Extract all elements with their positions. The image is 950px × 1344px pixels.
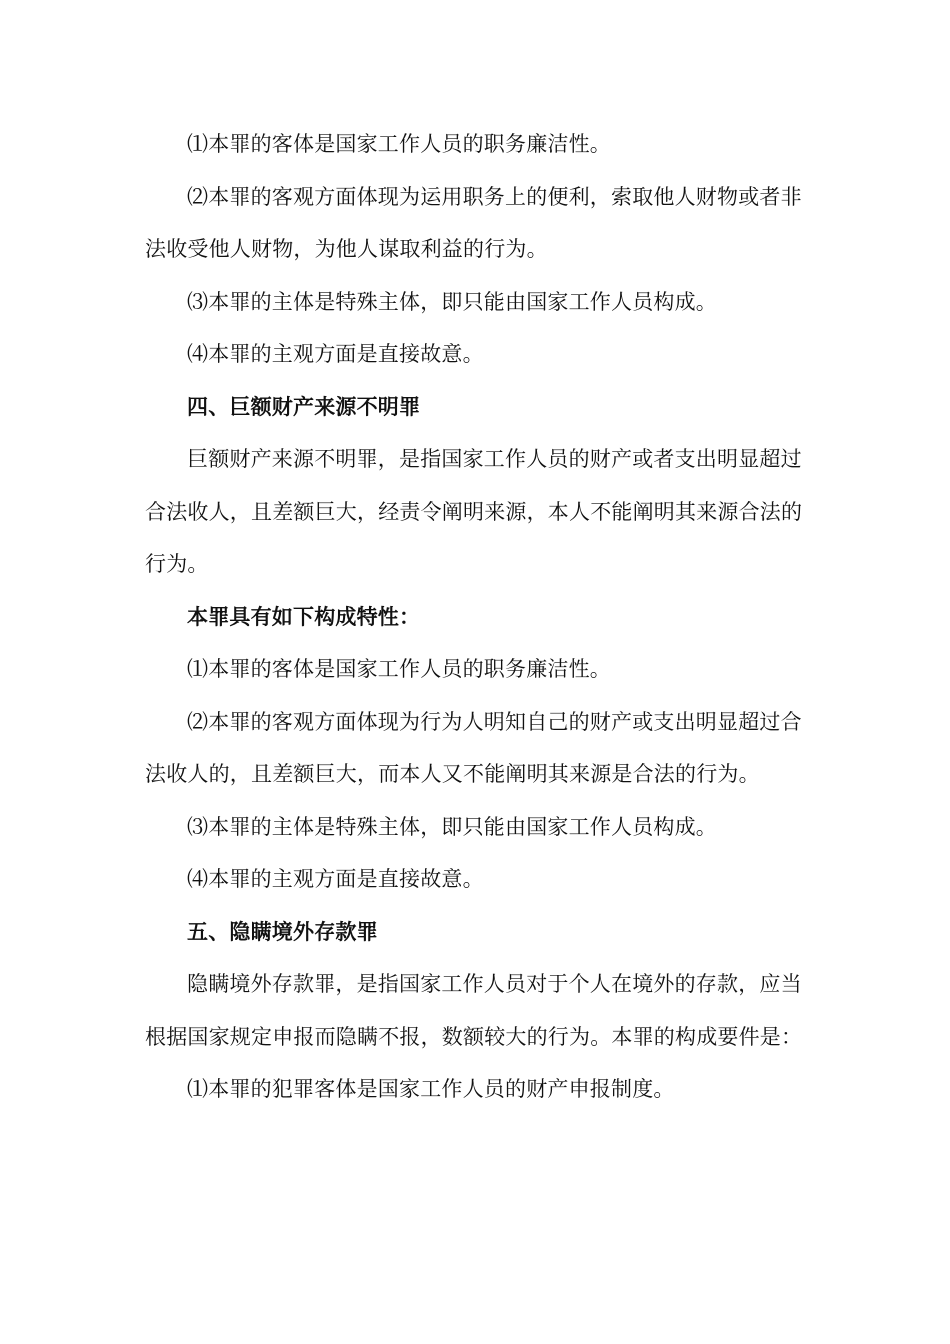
section-heading-five: 五、隐瞒境外存款罪 [187, 919, 378, 944]
paragraph-objective-2: ⑵本罪的客观方面体现为行为人明知自己的财产或支出明显超过合法收人的，且差额巨大，而本人又不能阐明其来源是合法的行为。 [145, 709, 802, 786]
paragraph-object-3: ⑴本罪的犯罪客体是国家工作人员的财产申报制度。 [187, 1077, 675, 1101]
paragraph-subject-2: ⑶本罪的主体是特殊主体，即只能由国家工作人员构成。 [187, 814, 717, 839]
paragraph-object-1: ⑴本罪的客体是国家工作人员的职务廉洁性。 [187, 132, 611, 156]
paragraph-object-2: ⑴本罪的客体是国家工作人员的职务廉洁性。 [187, 657, 611, 681]
paragraph-definition-four: 巨额财产来源不明罪，是指国家工作人员的财产或者支出明显超过合法收人，且差额巨大，经责令阐明来源，本人不能阐明其来源合法的行为。 [145, 447, 803, 576]
paragraph-subject-1: ⑶本罪的主体是特殊主体，即只能由国家工作人员构成。 [187, 289, 717, 314]
paragraph-definition-five: 隐瞒境外存款罪，是指国家工作人员对于个人在境外的存款，应当根据国家规定申报而隐瞒不报，数额较大的行为。本罪的构成要件是： [145, 972, 803, 1049]
section-heading-four: 四、巨额财产来源不明罪 [187, 394, 421, 419]
paragraph-subjective-1: ⑷本罪的主观方面是直接故意。 [187, 342, 484, 366]
paragraph-subjective-2: ⑷本罪的主观方面是直接故意。 [187, 867, 484, 891]
paragraph-objective-1: ⑵本罪的客观方面体现为运用职务上的便利，索取他人财物或者非法收受他人财物，为他人谋取利益的行为。 [145, 184, 802, 261]
subheading-features: 本罪具有如下构成特性： [187, 604, 421, 629]
document-body [145, 118, 810, 1116]
